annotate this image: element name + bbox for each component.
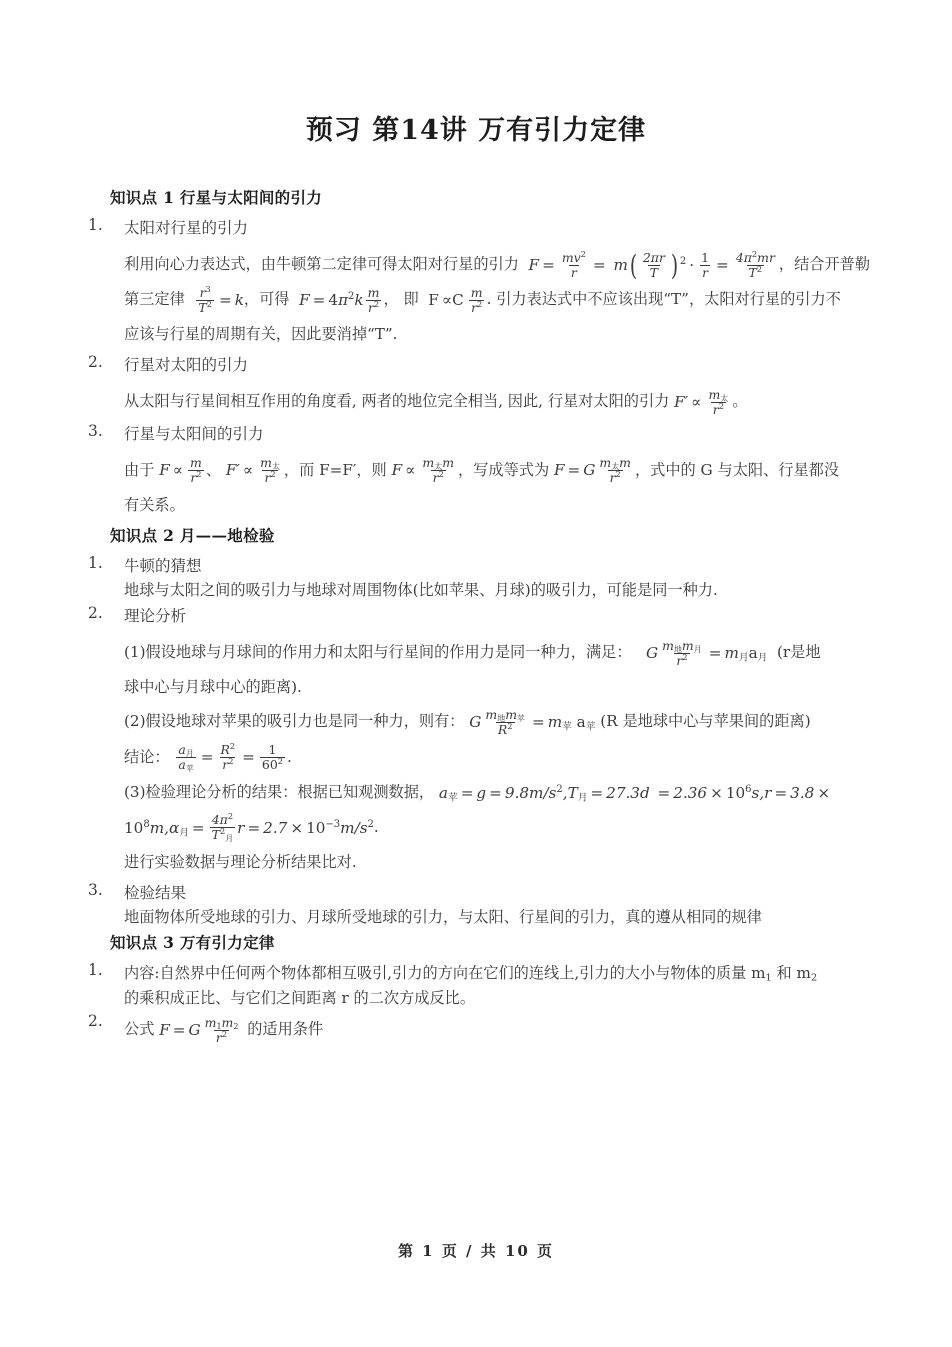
list-item <box>88 554 878 602</box>
formula-observed-data: $a_苹 = g = 9.8m/s^2,T_月 = 27.3d = 2.36 \times 10^6s,r = 3.8$ × <box>438 783 831 803</box>
paragraph: 有关系。 <box>124 495 185 514</box>
formula-earth-moon: G $\frac{m_地m_月}{r^2}$ = $m_月a_月$ <box>646 637 768 668</box>
section-3-list <box>88 961 878 1047</box>
formula-F-prop-msunm: F ∝ $\frac{m_太m}{r^2}$ <box>391 455 454 486</box>
sym: d <box>639 783 650 802</box>
text-run: . 引力表达式中不应该出现“T”，太阳对行星的引力不 <box>486 290 841 309</box>
list-item <box>88 1012 878 1047</box>
paragraph <box>124 282 878 317</box>
sym: 地 <box>673 644 682 654</box>
sym: 2 <box>270 469 276 480</box>
page-title: 预习 第14讲 万有引力定律 <box>305 115 647 146</box>
sym: 月 <box>577 791 588 803</box>
sym: 60 <box>261 757 278 773</box>
text-run: ，结合开普勒 <box>778 255 871 274</box>
list-item-title: 检验结果 <box>124 884 187 903</box>
sym: R <box>497 722 508 738</box>
sym: m <box>561 249 574 265</box>
sym: 月 <box>757 652 768 664</box>
formula-F-eq-Gmsunm: F = G $\frac{m_太m}{r^2}$ <box>553 455 631 486</box>
list-item <box>88 961 878 1010</box>
sym: m <box>547 713 563 732</box>
list-item <box>88 881 878 929</box>
text-run: 和 m <box>776 964 811 983</box>
sym: F <box>159 1020 170 1039</box>
sym: r <box>222 757 229 773</box>
text-run: ，而 F=F′，则 <box>283 460 387 479</box>
sym: m <box>442 455 454 471</box>
sym: 4 <box>328 291 339 309</box>
list-item-title: 行星对太阳的引力 <box>124 356 249 375</box>
sym: m <box>599 455 612 471</box>
sym: r <box>609 470 616 486</box>
sym: 10 <box>306 818 326 837</box>
sym: r <box>215 1029 222 1045</box>
paragraph <box>124 247 878 282</box>
text-run: 、 <box>205 460 222 479</box>
sym: m <box>757 249 769 265</box>
sym: 3.8 <box>790 783 815 802</box>
sym: 3 <box>205 283 211 294</box>
sym: r <box>237 818 245 837</box>
sym: 2 <box>751 248 758 259</box>
sym: 太 <box>434 462 443 472</box>
sym: F <box>391 461 403 480</box>
sym: 苹 <box>447 791 458 803</box>
formula-universal-gravitation: F = G $\frac{m_1m_2}{r^2}$ <box>159 1014 239 1045</box>
sym: m <box>724 644 739 663</box>
text-run: (2)假设地球对苹果的吸引力也是同一种力，则有： <box>124 712 465 731</box>
paragraph: 地球与太阳之间的吸引力与地球对周围物体(比如苹果、月球)的吸引力，可能是同一种力. <box>124 580 718 599</box>
sym: F <box>674 393 685 412</box>
paragraph: 地面物体所受地球的引力、月球所受地球的引力，与太阳、行星间的引力，真的遵从相同的规律 <box>124 908 762 927</box>
list-item-title: 牛顿的猜想 <box>124 556 202 575</box>
sym: 2 <box>615 469 621 480</box>
sym: a <box>748 644 758 663</box>
sym: r <box>367 299 374 315</box>
sym: 月 <box>185 749 194 759</box>
sym: α <box>168 818 180 837</box>
text-run: 从太阳与行星间相互作用的角度看, 两者的地位完全相当, 因此, 行星对太阳的引力 <box>124 392 670 411</box>
sym: k <box>234 291 244 309</box>
paragraph <box>124 704 878 739</box>
sym: r <box>432 470 439 486</box>
paragraph <box>124 453 878 488</box>
sym: 2 <box>507 720 513 731</box>
text-run: 公式 <box>124 1020 155 1038</box>
formula-Fprime-prop: F′ ∝ $\frac{m_太}{r^2}$ <box>674 387 729 418</box>
sym: 3 <box>333 818 341 830</box>
sym: π <box>219 812 228 828</box>
list-item-title: 理论分析 <box>124 607 187 626</box>
list-item <box>88 422 878 522</box>
sym: 1 <box>268 742 277 758</box>
sym: T <box>567 783 578 802</box>
sym: 2 <box>580 248 586 259</box>
sym: g <box>476 783 487 802</box>
text-run: 内容:自然界中任何两个物体都相互吸引,引力的方向在它们的连线上,引力的大小与物体的质量 m <box>124 964 766 983</box>
sym: r <box>676 652 683 668</box>
sym: m <box>485 707 498 723</box>
text-run: (3)检验理论分析的结果：根据已知观测数据， <box>124 782 435 801</box>
list-item-title <box>124 1012 878 1047</box>
sym: 2 <box>438 469 444 480</box>
sym: 2 <box>206 298 212 309</box>
sym: F <box>299 291 310 309</box>
sym: 2.7 <box>263 818 288 837</box>
sym: 2 <box>196 469 202 480</box>
list-marker: 2. <box>88 1012 103 1030</box>
text-run: ，写成等式为 <box>458 460 550 479</box>
sym: 2 <box>556 783 563 795</box>
text-run: ，式中的 G 与太阳、行星都没 <box>634 460 840 479</box>
sym: 2 <box>373 298 380 309</box>
sym: 4 <box>211 812 220 828</box>
list-item-title <box>124 961 878 1010</box>
sym: 2 <box>477 298 483 309</box>
formula-ratio-60: $\frac{a_月}{a_苹}$ = $\frac{R^2}{r^2}$ = $\frac{1}{60^2}$ <box>178 741 283 774</box>
sym: 苹 <box>585 721 596 733</box>
section-heading-1: 知识点 1 行星与太阳间的引力 <box>110 188 323 207</box>
sym: m <box>613 255 628 274</box>
sym: 2 <box>682 651 688 662</box>
text-run: 利用向心力表达式，由牛顿第二定律可得太阳对行星的引力 <box>124 255 519 274</box>
sym: r <box>702 264 709 280</box>
text-run: (R 是地球中心与苹果间的距离) <box>600 712 811 731</box>
text-run: ， 即 <box>383 290 419 309</box>
sym: a <box>178 757 186 773</box>
sym: r <box>570 264 577 280</box>
paragraph: 应该与行星的周期有关，因此要消掉“T”. <box>124 325 398 344</box>
text-run: 的适用条件 <box>247 1020 324 1038</box>
formula-kepler3: $\frac{r^3}{T^2}$ = k <box>198 283 244 315</box>
sym: G <box>646 644 659 663</box>
sym: 1 <box>701 249 710 265</box>
sym: G <box>188 1020 201 1039</box>
sym: π <box>650 249 659 265</box>
sym: m/s <box>340 818 368 837</box>
sym: 地 <box>497 714 506 724</box>
paragraph <box>124 810 878 845</box>
sym: 2 <box>228 756 234 767</box>
list-marker: 1. <box>88 216 103 234</box>
sym: 4 <box>735 249 744 265</box>
text-run: 结论： <box>124 747 170 766</box>
sym: 月 <box>179 827 189 839</box>
sym: 太 <box>611 462 620 472</box>
sym: m <box>204 1014 217 1030</box>
sym: 苹 <box>517 714 525 724</box>
sym: 2 <box>219 826 226 837</box>
sym: T <box>198 299 207 315</box>
text-run: ，可得 <box>243 290 290 309</box>
sym: π <box>743 249 752 265</box>
formula-Fprime-prop-msun: F′ ∝ $\frac{m_太}{r^2}$ <box>225 455 280 486</box>
sym: 2 <box>679 255 687 267</box>
sym: 2 <box>642 249 651 265</box>
formula-F-4pi2k: $F = 4\pi^2k$ $\frac{m}{r^2}$ <box>299 284 380 315</box>
sym: 2 <box>718 400 724 411</box>
sym: 2 <box>348 290 355 302</box>
paragraph: 球中心与月球中心的距离). <box>124 678 302 697</box>
sym: m <box>422 455 435 471</box>
sym: v <box>573 249 581 265</box>
sym: m <box>470 284 483 300</box>
paragraph <box>124 740 878 775</box>
sym: m <box>619 455 631 471</box>
sym: 1 <box>765 972 772 984</box>
list-marker: 1. <box>88 961 103 980</box>
sym: m <box>505 707 518 723</box>
sym: π <box>338 291 349 309</box>
sym: m <box>367 284 380 300</box>
section-1-list <box>88 216 878 522</box>
sym: G <box>583 461 596 480</box>
sym: m <box>221 1014 234 1030</box>
section-heading-2: 知识点 2 月——地检验 <box>110 525 275 545</box>
sym: 苹 <box>562 721 572 733</box>
sym: R <box>220 742 230 758</box>
sym: 10 <box>725 783 746 802</box>
sym: 2 <box>221 1028 228 1039</box>
sym: 27.3 <box>606 783 640 802</box>
sym: 2 <box>229 741 236 752</box>
formula-centripetal: F = $\frac{mv^2}{r}$ = m( $\frac{2\pi r}{T}$ ) $^2$ · $\frac{1}{r}$ = $\frac{4\pi^2mr}{T^2}$ <box>528 248 775 282</box>
sym: G <box>469 713 482 732</box>
formula-F-prop-m: F ∝ $\frac{m}{r^2}$ <box>159 455 202 486</box>
sym: 6 <box>745 783 752 795</box>
sym: T <box>211 827 220 843</box>
formula-alpha-moon: $10^8m,\alpha_月$ = $\frac{4\pi^2}{T^2_月}$ $r = 2.7 \times 10^{-3}m/s^2$ <box>124 811 374 844</box>
sym: s <box>751 783 760 802</box>
formula-F-prop-C: F ∝C $\frac{m}{r^2}$ <box>428 284 483 315</box>
sym: r <box>264 470 271 486</box>
text-run: 由于 <box>124 460 155 479</box>
list-marker: 1. <box>88 553 103 572</box>
sym: a <box>178 742 186 758</box>
sym: r <box>712 402 719 418</box>
page-footer: 第 1 页 / 共 10 页 <box>397 1242 555 1260</box>
sym: 2 <box>277 756 283 767</box>
sym: r <box>768 249 775 265</box>
sym: m <box>260 455 272 471</box>
sym: 10 <box>124 818 144 837</box>
sym: m <box>190 455 202 471</box>
text-run: 的乘积成正比、与它们之间距离 r 的二次方成反比。 <box>124 988 476 1007</box>
sym: 月 <box>738 652 749 664</box>
document-body <box>88 186 878 1049</box>
sym: 1 <box>216 1021 222 1031</box>
sym: 9.8 <box>504 783 530 802</box>
sym: r <box>199 284 206 300</box>
list-marker: 3. <box>88 421 103 440</box>
sym: 太 <box>720 394 729 404</box>
sym: T <box>748 264 757 280</box>
sym: r <box>190 470 197 486</box>
sym: 2 <box>367 818 374 830</box>
sym: k <box>354 291 364 309</box>
sym: T <box>649 264 659 280</box>
sym: m <box>662 637 674 653</box>
text-run: (r是地 <box>777 643 821 662</box>
text-run: 。 <box>732 392 748 411</box>
text-run: 第三定律 <box>124 290 185 309</box>
list-marker: 3. <box>88 881 103 900</box>
sym: m <box>149 818 165 837</box>
text-run: (1)假设地球与月球间的作用力和太阳与行星间的作用力是同一种力，满足： <box>124 643 632 662</box>
text-run: . <box>373 817 379 836</box>
list-item <box>88 216 878 351</box>
paragraph <box>124 635 878 670</box>
sym: 2 <box>233 1021 239 1031</box>
sym: m <box>708 387 721 403</box>
list-item-title: 太阳对行星的引力 <box>124 219 249 237</box>
sym: F <box>528 255 540 274</box>
list-item-title: 行星与太阳间的引力 <box>124 424 264 443</box>
paragraph <box>124 384 878 419</box>
sym: 苹 <box>185 764 194 774</box>
sym: F <box>225 461 237 480</box>
sym: a <box>576 713 586 732</box>
sym: m <box>681 637 694 653</box>
sym: 月 <box>225 834 234 844</box>
list-item <box>88 604 878 879</box>
sym: r <box>471 299 478 315</box>
text-run: . <box>286 747 292 766</box>
sym: r <box>764 783 772 802</box>
sym: r <box>658 249 665 265</box>
list-item <box>88 353 878 419</box>
sym: F <box>159 461 170 480</box>
sym: 2 <box>756 263 763 274</box>
sym: 太 <box>271 462 280 472</box>
sym: a <box>438 783 448 802</box>
list-marker: 2. <box>88 604 103 623</box>
formula-earth-apple: G $\frac{m_地m_苹}{R^2}$ = $m_苹$ $a_苹$ <box>469 707 596 738</box>
section-2-list <box>88 554 878 930</box>
sym: 8 <box>143 818 150 830</box>
sym: 2 <box>810 972 818 984</box>
sym: m/s <box>529 783 557 802</box>
sym: F <box>553 461 565 480</box>
sym: 2.36 <box>673 783 708 802</box>
paragraph: 进行实验数据与理论分析结果比对. <box>124 852 357 871</box>
sym: 月 <box>693 644 702 654</box>
section-heading-3: 知识点 3 万有引力定律 <box>110 933 275 953</box>
list-marker: 2. <box>88 353 103 372</box>
paragraph <box>124 775 878 810</box>
sym: 2 <box>227 811 234 822</box>
